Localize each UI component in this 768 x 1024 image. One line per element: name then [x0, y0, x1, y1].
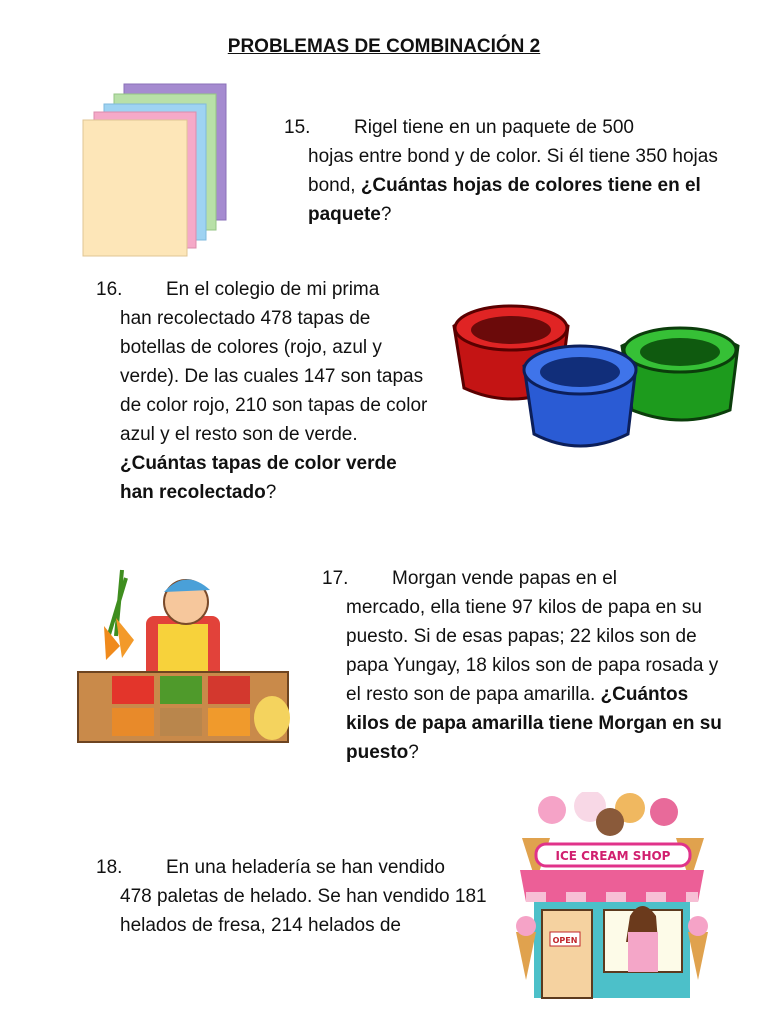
problem-17	[322, 564, 722, 767]
door-sign-text: OPEN	[552, 936, 578, 945]
problem-first-line: Rigel tiene en un paquete de 500	[354, 117, 634, 138]
problem-question: ¿Cuántas tapas de color verde han recolectado	[120, 453, 397, 503]
problem-number: 15.	[284, 117, 311, 138]
vegetable-vendor-image	[76, 568, 290, 748]
problem-number: 17.	[322, 568, 349, 589]
problem-end: ?	[408, 742, 419, 763]
problem-15	[284, 113, 724, 229]
problem-question: ¿Cuántas hojas de colores tiene en el paquete	[308, 175, 701, 225]
colored-paper-stack-image	[80, 82, 230, 258]
problem-16	[96, 275, 432, 507]
problem-text: 478 paletas de helado. Se han vendido 181 helados de fresa, 214 helados de	[120, 886, 487, 936]
problem-text: mercado, ella tiene 97 kilos de papa en su puesto. Si de esas papas; 22 kilos son de papa Yungay, 18 kilos son de papa rosada y el resto son de papa amarilla.	[346, 597, 719, 705]
problem-end: ?	[380, 204, 392, 225]
problem-end: ?	[265, 482, 277, 503]
problem-first-line: Morgan vende papas en el	[392, 568, 617, 589]
problem-number: 18.	[96, 857, 123, 878]
problem-text: hojas entre bond y de color. Si él tiene 350 hojas bond,	[308, 146, 718, 196]
problem-question: ¿Cuántos kilos de papa amarilla tiene Morgan en su puesto	[346, 684, 722, 763]
problem-text: han recolectado 478 tapas de botellas de colores (rojo, azul y verde). De las cuales 147 son tapas de color rojo, 210 son tapas de color azul y el resto son de verde.	[120, 308, 428, 445]
problem-number: 16.	[96, 279, 123, 300]
problem-first-line: En el colegio de mi prima	[166, 279, 380, 300]
ice-cream-shop-image	[512, 792, 712, 1002]
problem-18	[96, 853, 492, 940]
problem-first-line: En una heladería se han vendido	[166, 857, 445, 878]
page-title: PROBLEMAS DE COMBINACIÓN 2	[227, 36, 541, 57]
shop-sign-text: ICE CREAM SHOP	[555, 849, 671, 863]
bottle-caps-image	[442, 298, 742, 463]
